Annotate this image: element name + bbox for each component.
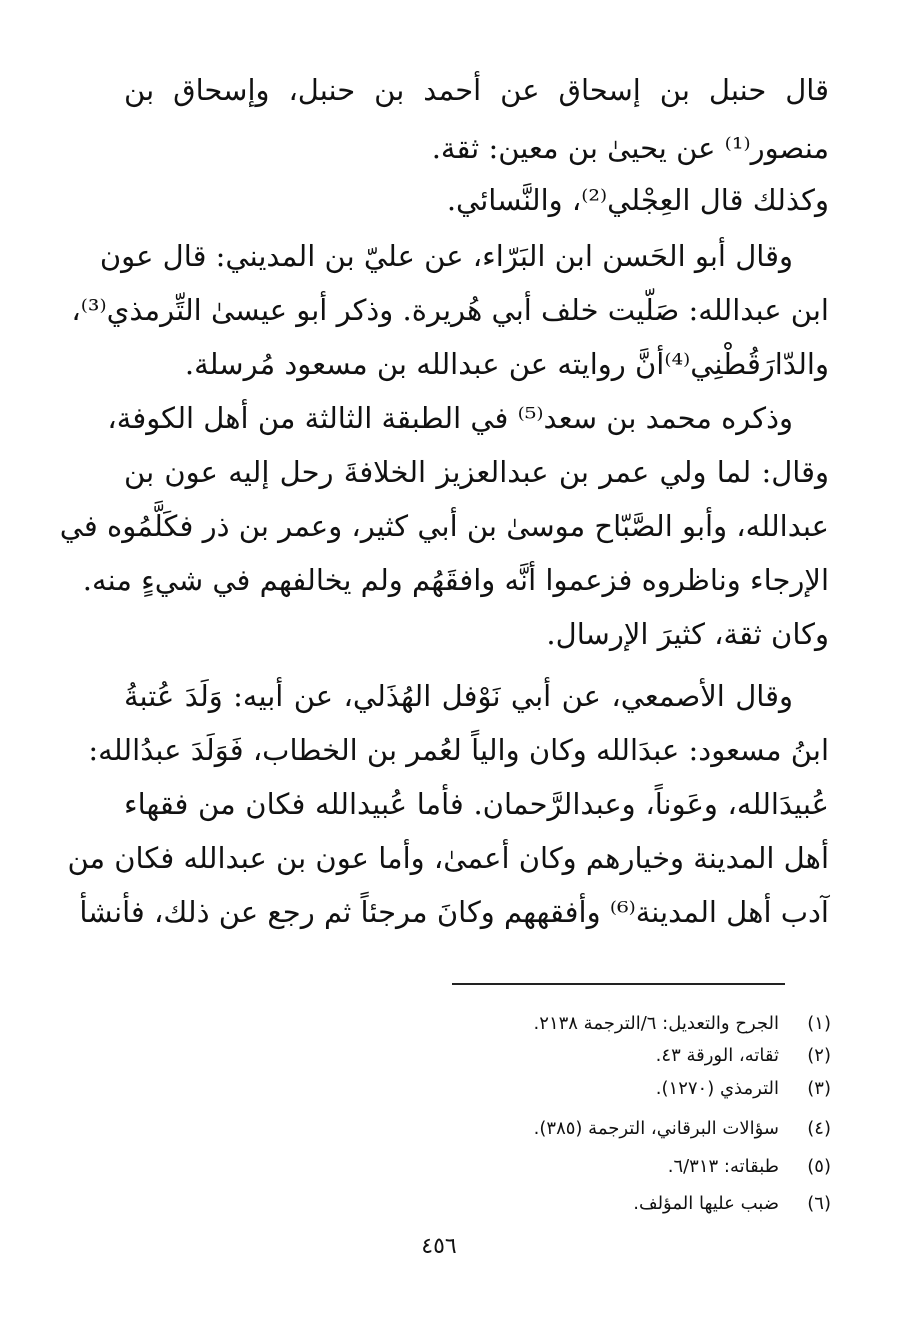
footnote-6-text: ضبب عليها المؤلف.: [633, 1193, 779, 1214]
footnote-1-text: الجرح والتعديل: ٦/الترجمة ٢١٣٨.: [533, 1013, 779, 1034]
page-number: ٤٥٦: [421, 1234, 457, 1259]
body-line-3: وكذلك قال العِجْلي⁽²⁾، والنَّسائي.: [446, 183, 829, 217]
body-line-7: وذكره محمد بن سعد⁽⁵⁾ في الطبقة الثالثة من أهل الكوفة،: [107, 401, 793, 435]
body-line-11: وكان ثقة، كثيرَ الإرسال.: [546, 617, 829, 651]
body-line-4: وقال أبو الحَسن ابن البَرّاء، عن عليّ بن المديني: قال عون: [99, 239, 793, 273]
body-line-5: ابن عبدالله: صَلّيت خلف أبي هُريرة. وذكر أبو عيسىٰ التِّرمذي⁽³⁾،: [71, 293, 829, 327]
footnote-2-text: ثقاته، الورقة ٤٣.: [655, 1045, 779, 1066]
footnote-6-number: (٦): [807, 1193, 831, 1214]
body-line-12: وقال الأصمعي، عن أبي نَوْفل الهُذَلي، عن أبيه: وَلَدَ عُتبةُ: [124, 679, 793, 713]
footnote-3-number: (٣): [807, 1078, 831, 1099]
body-line-8: وقال: لما ولي عمر بن عبدالعزيز الخلافةَ رحل إليه عون بن: [124, 455, 829, 489]
body-line-1: قال حنبل بن إسحاق عن أحمد بن حنبل، وإسحاق بن: [124, 73, 829, 107]
body-line-16: آدب أهل المدينة⁽⁶⁾ وأفقههم وكانَ مرجئاً ثم رجع عن ذلك، فأنشأ: [79, 895, 829, 929]
body-line-13: ابنُ مسعود: عبدَالله وكان والياً لعُمر بن الخطاب، فَوَلَدَ عبدُالله:: [88, 733, 829, 767]
body-line-9: عبدالله، وأبو الصَّبّاح موسىٰ بن أبي كثير، وعمر بن ذر فكَلَّمُوه في: [59, 509, 829, 543]
footnote-4-text: سؤالات البرقاني، الترجمة (٣٨٥).: [533, 1118, 779, 1139]
body-line-10: الإرجاء وناظروه فزعموا أنَّه وافقَهُم ولم يخالفهم في شيءٍ منه.: [82, 563, 829, 597]
footnote-5-number: (٥): [807, 1156, 831, 1177]
footnote-separator: [452, 983, 785, 985]
footnote-5-text: طبقاته: ٦/٣١٣.: [667, 1156, 779, 1177]
body-line-15: أهل المدينة وخيارهم وكان أعمىٰ، وأما عون بن عبدالله فكان من: [67, 841, 829, 875]
footnote-1-number: (١): [807, 1013, 831, 1034]
body-line-2: منصور⁽¹⁾ عن يحيىٰ بن معين: ثقة.: [431, 131, 829, 165]
footnote-3-text: الترمذي (١٢٧٠).: [655, 1078, 779, 1099]
footnote-2-number: (٢): [807, 1045, 831, 1066]
body-line-6: والدّارَقُطْنِي⁽⁴⁾أنَّ روايته عن عبدالله بن مسعود مُرسلة.: [184, 347, 829, 381]
body-line-14: عُبيدَالله، وعَوناً، وعبدالرَّحمان. فأما عُبيدالله فكان من فقهاء: [124, 787, 829, 821]
footnote-4-number: (٤): [807, 1118, 831, 1139]
